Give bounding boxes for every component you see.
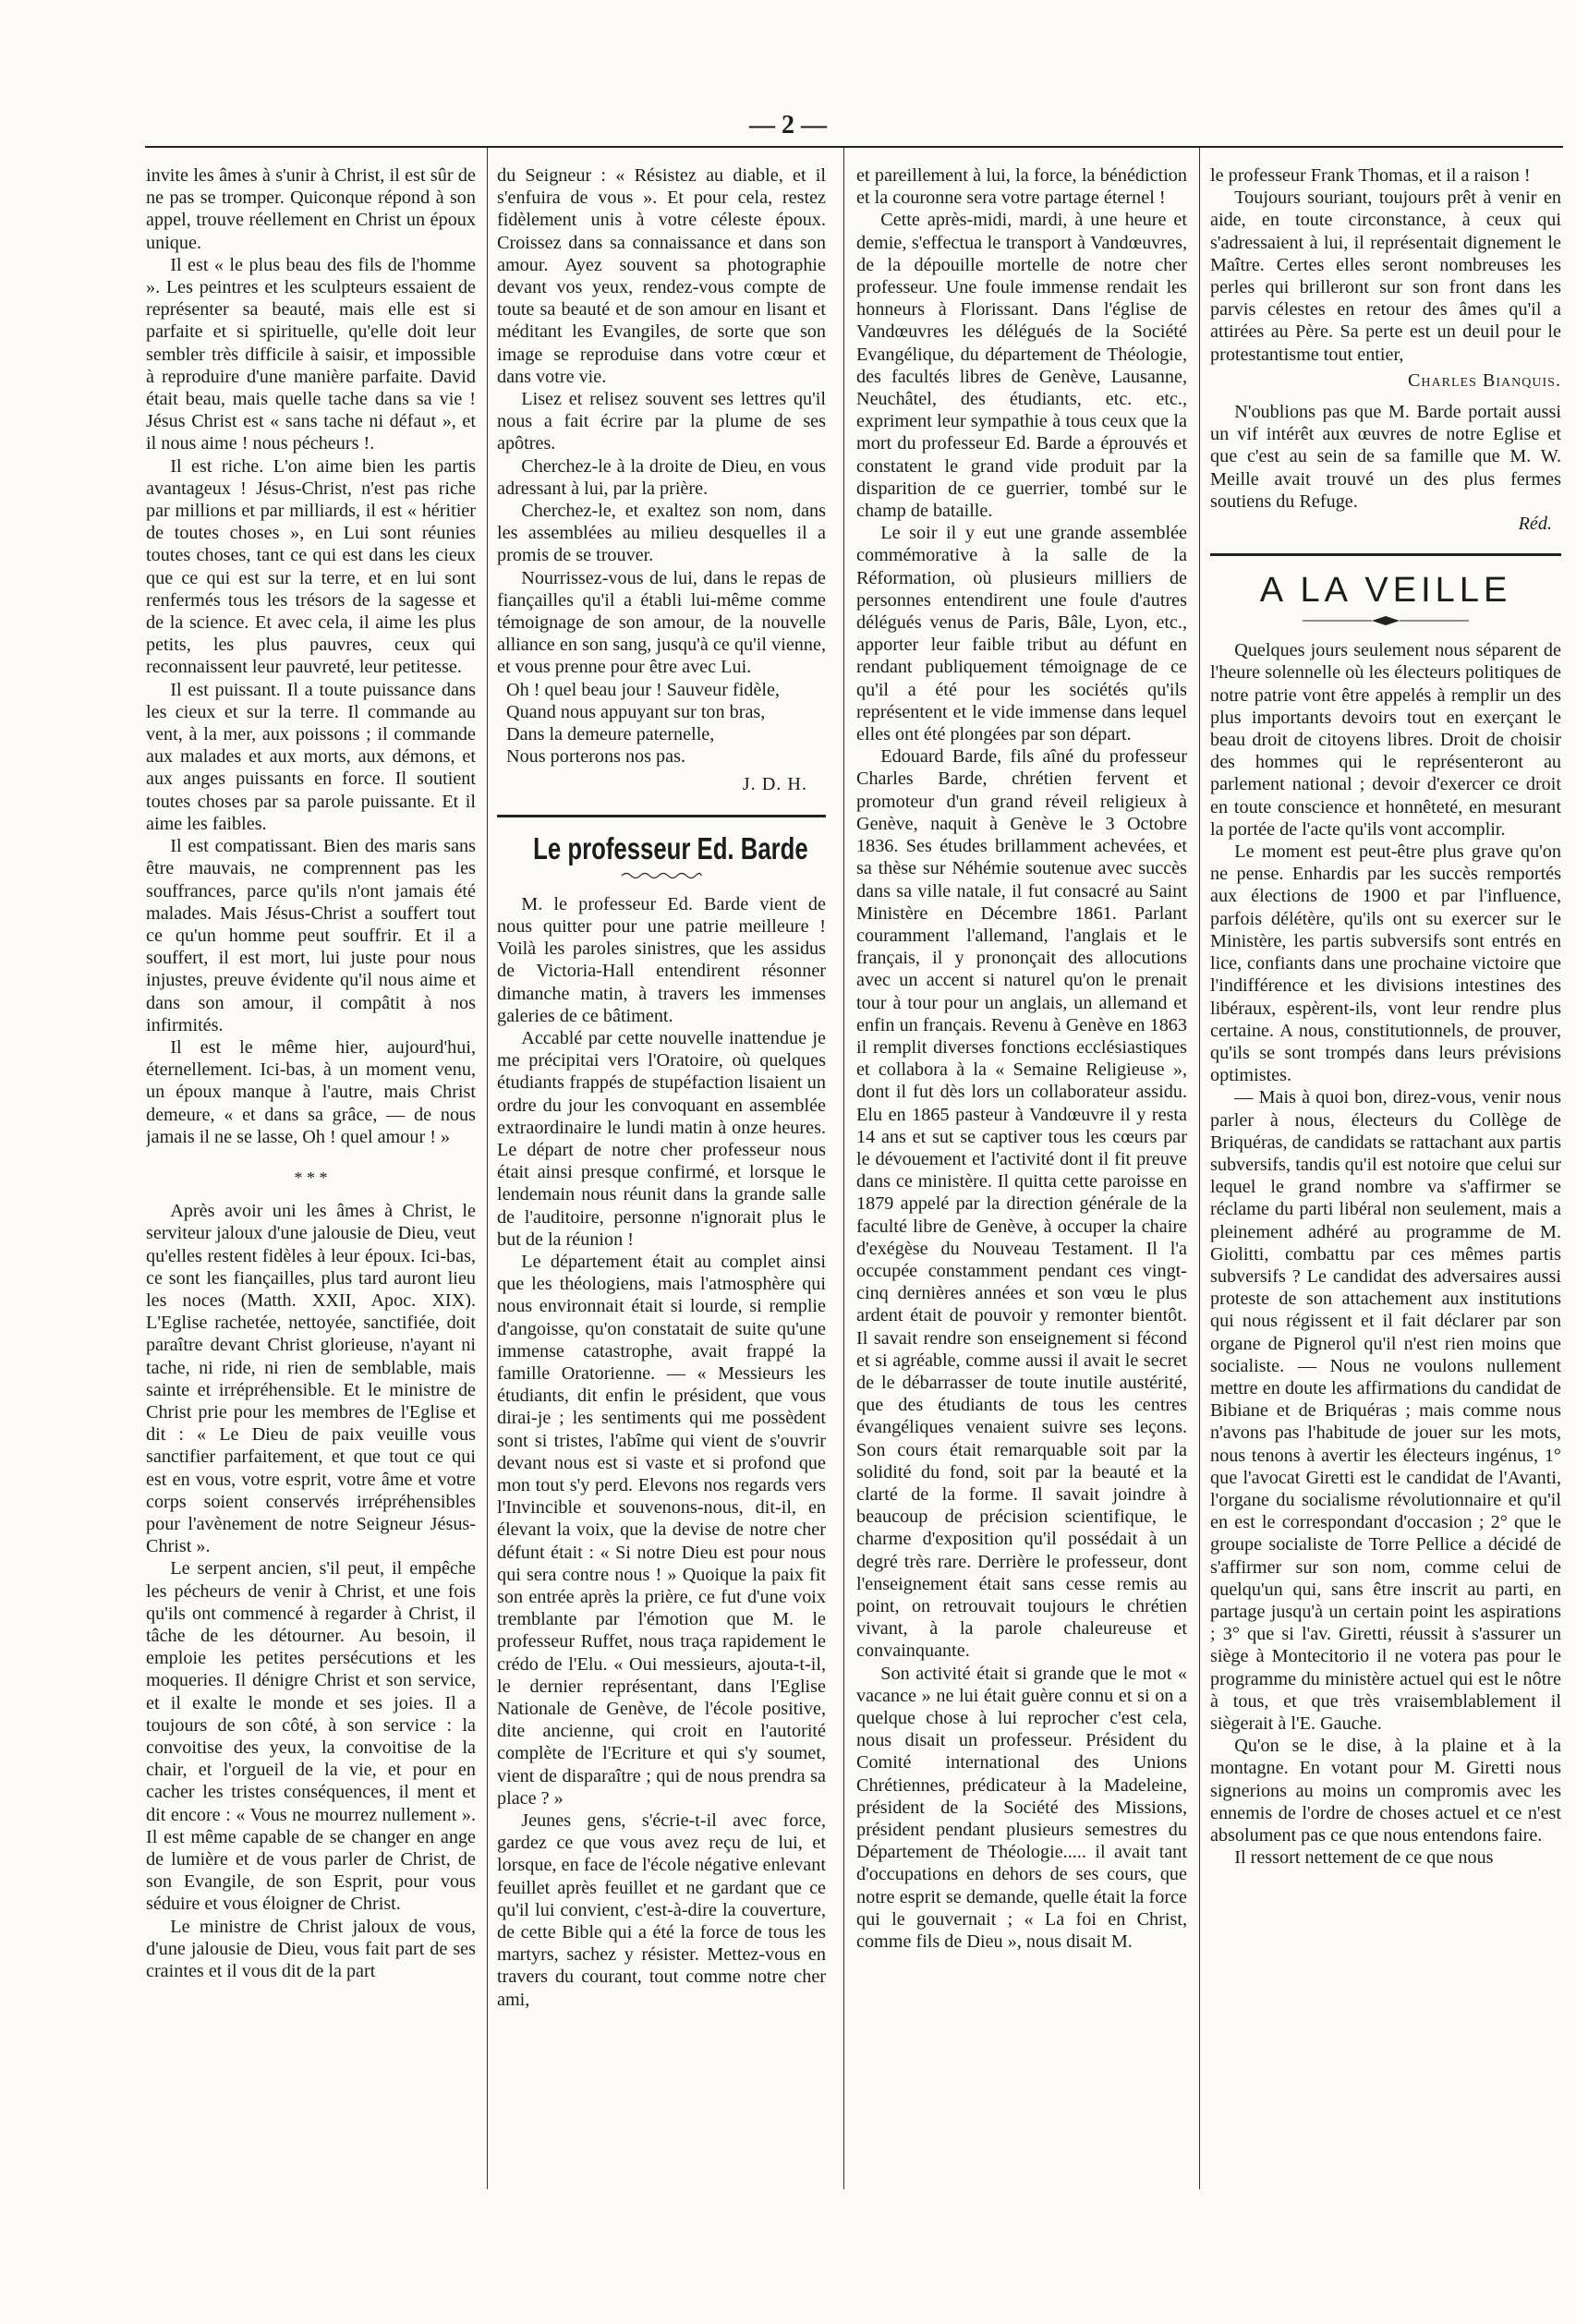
column-divider: [487, 148, 488, 2189]
paragraph: Quelques jours seulement nous séparent de l'heure solennelle où les électeurs politiques de notre patrie vont être appelés à remplir un des plus importants devoirs tout en exerçant le beau droit de citoyens libres. Droit de choisir des hommes qui le représenteront au parlement national ; devoir d'exercer ce droit en toute conscience et honnêteté, en mesurant la portée de l'acte qu'ils vont accomplir.: [1210, 640, 1561, 840]
verse-line: Dans la demeure paternelle,: [506, 724, 715, 745]
paragraph: Nourrissez-vous de lui, dans le repas de fiançailles qu'il a établi lui-même comme témoignage de son amour, de la nouvelle alliance en son sang, jusqu'à ce qu'il vienne, et vous prenne pour être avec Lui.: [497, 567, 826, 678]
paragraph: Il est riche. L'on aime bien les partis avantageux ! Jésus-Christ, n'est pas riche par millions et par milliards, il est « héritier de toutes choses », en Lui sont réunies toutes choses, tant ce qui est dans les cieux que ce qui est sur la terre, et en lui sont renfermés tous les trésors de la sagesse et de la science. Et avec cela, il aime les plus petits, les plus pauvres, ceux qui reconnaissent leur pauvreté, leur petitesse.: [146, 455, 476, 678]
column-divider: [1199, 148, 1200, 2189]
column-3: [856, 164, 1187, 2183]
paragraph: et pareillement à lui, la force, la bénédiction et la couronne sera votre partage éternel !: [856, 165, 1187, 209]
verse-line: Nous porterons nos pas.: [506, 746, 686, 768]
editor-note: N'oublions pas que M. Barde portait aussi un vif intérêt aux œuvres de notre Eglise et que c'est au sein de sa famille que M. W. Meille avait trouvé un des plus fermes soutiens du Refuge.: [1210, 402, 1561, 512]
paragraph: Cherchez-le à la droite de Dieu, en vous adressant à lui, par la prière.: [497, 455, 826, 499]
ornament-rule-icon: [1293, 615, 1478, 626]
column-divider: [843, 148, 844, 2189]
paragraph: invite les âmes à s'unir à Christ, il est sûr de ne pas se tromper. Quiconque répond à son appel, trouve réellement en Christ un époux unique.: [146, 165, 476, 253]
hymn-verse: [497, 679, 826, 769]
paragraph: Il est le même hier, aujourd'hui, éternellement. Ici-bas, à un moment venu, un époux manque à l'autre, mais Christ demeure, « et dans sa grâce, — de nous jamais il ne se lasse, Oh ! quel amour ! »: [146, 1036, 476, 1147]
paragraph: Il ressort nettement de ce que nous: [1234, 1847, 1494, 1869]
paragraph: Qu'on se le dise, à la plaine et à la montagne. En votant pour M. Giretti nous signerions au moins un compromis avec les ennemis de l'ordre de choses actuel et ce n'est absolument pas ce que nous entendons faire.: [1210, 1736, 1561, 1846]
article-signature: Charles Bianquis.: [1407, 369, 1561, 391]
paragraph: Le ministre de Christ jaloux de vous, d'une jalousie de Dieu, vous fait part de ses craintes et il vous dit de la part: [146, 1916, 476, 1982]
paragraph: Le moment est peut-être plus grave qu'on ne pense. Enhardis par les succès remportés aux élections de 1900 et par l'influence, parfois délétère, qu'ils ont su exercer sur le Ministère, les partis subversifs sont entrés en lice, confiants dans une prochaine victoire que l'indifférence et les divisions intestines des libéraux, espèrent-ils, vont leur rendre plus certaine. A nous, constitutionnels, de prouver, qu'ils se sont trompés dans leurs prévisions optimistes.: [1210, 841, 1561, 1086]
article-divider: [1210, 553, 1561, 556]
article-signature: J. D. H.: [742, 774, 807, 795]
column-2: [497, 164, 826, 2183]
paragraph: Le département était au complet ainsi que les théologiens, mais l'atmosphère qui nous environnait était si lourde, si remplie d'angoisse, qu'on constatait de suite qu'une immense catastrophe, avait frappé la famille Oratorienne. — « Messieurs les étudiants, dit enfin le président, que vous dirai-je ; les sentiments qui me possèdent sont si tristes, l'abîme qui vient de s'ouvrir devant nous est si vaste et si profond que mon tout s'y perd. Elevons nos regards vers l'Invincible et souvenons-nous, dit-il, en élevant la voix, que la devise de notre cher défunt était : « Si notre Dieu est pour nous qui sera contre nous ! » Quoique la paix fit son entrée après la prière, ce fut d'une voix tremblante par l'émotion que M. le professeur Ruffet, nous traça rapidement le crédo de l'Elu. « Oui messieurs, ajouta-t-il, le dernier représentant, dans l'Eglise Nationale de Genève, de l'école positive, dite ancienne, qui croit en l'autorité complète de l'Ecriture et qui s'y soumet, vient de disparaître ; qui de nous prendra sa place ? »: [497, 1251, 826, 1809]
paragraph: — Mais à quoi bon, direz-vous, venir nous parler à nous, électeurs du Collège de Briquéras, de candidats se rattachant aux partis subversifs, tandis qu'il est notoire que celui sur lequel le grand nombre va s'affirmer se réclame du parti libéral non seulement, mais a pleinement adhéré au programme de M. Giolitti, combattu par ces mêmes partis subversifs ? Le candidat des adversaires aussi proteste de son attachement aux institutions qui nous régissent et il fait déclarer par son organe de Pignerol qu'il n'est rien moins que socialiste. — Nous ne voulons nullement mettre en doute les affirmations du candidat de Bibiane et de Briquéras ; mais comme nous n'avons pas l'habitude de jouer sur les mots, nous tenons à avertir les électeurs ingénus, 1° que l'avocat Giretti est le candidat de l'Avanti, l'organe du socialisme révolutionnaire et qu'il en est le correspondant d'occasion ; 2° que le groupe socialiste de Torre Pellice a décidé de s'affirmer sur son nom, comme celui de quelqu'un qui, sans être inscrit au parti, en partage jusqu'à un certain point les aspirations ; 3° que si l'av. Giretti, réussit à s'assurer un siège à Montecitorio il ne votera pas pour le programme du ministère actuel qui est le nôtre à tous, et que très vraisemblablement il siègerait à l'E. Gauche.: [1210, 1087, 1561, 1734]
paragraph: Après avoir uni les âmes à Christ, le serviteur jaloux d'une jalousie de Dieu, veut qu'elles restent fidèles à leur époux. Ici-bas, ce sont les fiançailles, plus tard auront lieu les noces (Matth. XXII, Apoc. XIX). L'Eglise rachetée, nettoyée, sanctifiée, doit paraître devant Christ glorieuse, n'ayant ni tache, ni ride, ni rien de semblable, mais sainte et irrépréhensible. Et le ministre de Christ prie pour les membres de l'Eglise et dit : « Le Dieu de paix veuille vous sanctifier parfaitement, et que tout ce qui est en vous, votre esprit, votre âme et votre corps soient conservés irrépréhensibles pour l'avènement de notre Seigneur Jésus-Christ ».: [146, 1201, 476, 1557]
paragraph: Le serpent ancien, s'il peut, il empêche les pécheurs de venir à Christ, et une fois qu'ils ont commencé à regarder à Christ, il tâche de les détourner. Au besoin, il emploie les petites persécutions et les moqueries. Il dénigre Christ et son service, et il exalte le monde et ses joies. Il a toujours de son côté, à son service : la convoitise des yeux, la convoitise de la chair, et l'orgueil de la vie, et pour en cacher les tristes conséquences, il ment et dit encore : « Vous ne mourrez nullement ». Il est même capable de se changer en ange de lumière et de vous parler de Christ, de son Evangile, de son Esprit, pour vous séduire et vous éloigner de Christ.: [146, 1558, 476, 1915]
editor-signature: Réd.: [1518, 514, 1552, 535]
paragraph: Toujours souriant, toujours prêt à venir en aide, en toute circonstance, à ceux qui s'adressaient à lui, il représentait dignement le Maître. Certes elles seront nombreuses les perles qui brilleront sur son front dans les parvis célestes en retour des âmes qu'il a attirées au Père. Sa perte est un deuil pour le protestantisme tout entier,: [1210, 188, 1561, 365]
verse-line: Oh ! quel beau jour ! Sauveur fidèle,: [506, 679, 780, 700]
article-divider: [497, 815, 826, 817]
column-4: [1210, 164, 1561, 2183]
paragraph: Accablé par cette nouvelle inattendue je me précipitai vers l'Oratoire, où quelques étudiants frappés de stupéfaction lisaient un ordre du jour les convoquant en assemblée extraordinaire le lundi matin à onze heures. Le départ de notre cher professeur nous était ainsi presque confirmé, et lorsque le lendemain nous réunit dans la grande salle de l'auditoire, personne n'ignorait plus le but de la réunion !: [497, 1027, 826, 1250]
paragraph: M. le professeur Ed. Barde vient de nous quitter pour une patrie meilleure ! Voilà les paroles sinistres, que les assidus de Victoria-Hall entendirent résonner dimanche matin, à travers les immenses galeries de ce bâtiment.: [497, 893, 826, 1026]
paragraph: Il est « le plus beau des fils de l'homme ». Les peintres et les sculpteurs essaient de représenter sa beauté, mais elle est si parfaite et si spirituelle, qu'elle doit leur sembler très difficile à saisir, et impossible à reproduire d'une manière parfaite. David était beau, mais quelle tache dans sa vie ! Jésus Christ est « sans tache ni défaut », et il nous aime ! nous pécheurs !.: [146, 254, 476, 454]
paragraph: Edouard Barde, fils aîné du professeur Charles Barde, chrétien fervent et promoteur d'un grand réveil religieux à Genève, naquit à Genève le 3 Octobre 1836. Ses études brillamment achevées, et sa thèse sur Néhémie soutenue avec succès dans sa ville natale, il fut consacré au Saint Ministère en Décembre 1861. Parlant couramment l'allemand, l'anglais et le français, il y prononçait des allocutions avec un accent si naturel qu'on le prenait tour à tour pour un anglais, un allemand et enfin un français. Revenu à Genève en 1863 il remplit diverses fonctions ecclésiastiques et collabora à la « Semaine Religieuse », dont il fut dès lors un collaborateur assidu. Elu en 1865 pasteur à Vandœuvre il y resta 14 ans et sut se captiver tous les cœurs par le dévouement et l'activité dont il fit preuve dans ce ministère. Il quitta cette paroisse en 1879 appelé par la direction générale de la faculté libre de Genève, à occuper la chaire d'exégèse du Nouveau Testament. Il l'a occupée constamment pendant ces vingt-cinq dernières années et son vœu le plus ardent était de pouvoir y remonter bientôt. Il savait rendre son enseignement si fécond et si agréable, comme aussi il avait le secret de le débarrasser de toute inutile austérité, que des étudiants de tous les centres évangéliques venaient suivre ses leçons. Son cours était remarquable soit par la solidité du fond, soit par la beauté et la clarté de la forme. Il savait joindre à beaucoup de précision scientifique, le charme d'exposition qu'il possédait à un degré très rare. Derrière le professeur, dont l'enseignement était sans cesse remis au point, on retrouvait toujours le chrétien vivant, à la parole chaleureuse et convainquante.: [856, 746, 1187, 1662]
paragraph: Il est compatissant. Bien des maris sans être mauvais, ne comprennent pas les souffrances, parce qu'ils n'ont jamais été malades. Mais Jésus-Christ a souffert tout ce qu'un homme peut souffrir. Et il a souffert, il est mort, lui juste pour nous injustes, preuve évidente qu'il nous aime et dans son amour, il compâtit à nos infirmités.: [146, 836, 476, 1035]
column-1: [146, 164, 476, 2183]
article-headline: A LA VEILLE: [1259, 571, 1512, 611]
paragraph: Il est puissant. Il a toute puissance dans les cieux et sur la terre. Il commande au vent, à la mer, aux poissons ; il commande aux malades et aux morts, aux démons, et aux anges puissants en force. Il soutient toutes choses par sa parole puissante. Et il aime les faibles.: [146, 679, 476, 834]
paragraph: Cherchez-le, et exaltez son nom, dans les assemblées au milieu desquelles il a promis de se trouver.: [497, 501, 826, 566]
paragraph: le professeur Frank Thomas, et il a raison !: [1210, 165, 1531, 186]
paragraph: Jeunes gens, s'écrie-t-il avec force, gardez ce que vous avez reçu de lui, et lorsque, en face de l'école négative enlevant feuillet après feuillet et ne gardant que ce qu'il lui convient, c'est-à-dire la couverture, de cette Bible qui a été la force de tous les martyrs, sachez y résister. Mettez-vous en travers du courant, tout comme notre cher ami,: [497, 1810, 826, 2010]
page-number: — 2 —: [749, 111, 827, 139]
paragraph: Le soir il y eut une grande assemblée commémorative à la salle de la Réformation, où plusieurs milliers de personnes entendirent une foule d'autres délégués venus de Paris, Bâle, Lyon, etc., apporter leur faible tribut au défunt en rendant publiquement témoignage de ce qu'il a été pour les sociétés qu'ils représentent et le vide immense dans lequel elles ont été plongées par son départ.: [856, 523, 1187, 745]
ornament-wave-icon: [620, 871, 703, 880]
paragraph: du Seigneur : « Résistez au diable, et il s'enfuira de vous ». Et pour cela, restez fidèlement unis à votre céleste époux. Croissez dans sa connaissance et dans son amour. Ayez souvent sa photographie devant vos yeux, rendez-vous compte de toute sa beauté et de son amour en lisant et méditant les Evangiles, de sorte que son image se reproduise dans votre cœur et dans votre vie.: [497, 165, 826, 387]
section-separator-stars: * * *: [294, 1168, 328, 1187]
article-headline: Le professeur Ed. Barde: [533, 830, 808, 865]
paragraph: Lisez et relisez souvent ses lettres qu'il nous a fait écrire par la plume de ses apôtres.: [497, 389, 826, 454]
verse-line: Quand nous appuyant sur ton bras,: [506, 701, 766, 722]
header-rule: [145, 146, 1563, 148]
paragraph: Son activité était si grande que le mot « vacance » ne lui était guère connu et si on a quelque chose à lui reprocher c'est cela, nous disait un professeur. Président du Comité international des Unions Chrétiennes, prédicateur à la Madeleine, président de la Société des Missions, président pendant plusieurs semestres du Département de Théologie..... il avait tant d'occupations en dehors de ses cours, que notre esprit se demande, quelle était la force qui le gouvernait ; « La foi en Christ, comme fils de Dieu », nous disait M.: [856, 1663, 1187, 1953]
paragraph: Cette après-midi, mardi, à une heure et demie, s'effectua le transport à Vandœuvres, de la dépouille mortelle de notre cher professeur. Une foule immense rendait les honneurs à Florissant. Dans l'église de Vandœuvres les délégués de la Société Evangélique, du département de Théologie, des facultés libres de Genève, Lausanne, Neuchâtel, des étudiants, etc. etc., expriment leur sympathie à tous ceux que la mort du professeur Ed. Barde a éprouvés et constatent le grand vide produit par la disparition de ce guerrier, tombé sur le champ de bataille.: [856, 210, 1187, 522]
